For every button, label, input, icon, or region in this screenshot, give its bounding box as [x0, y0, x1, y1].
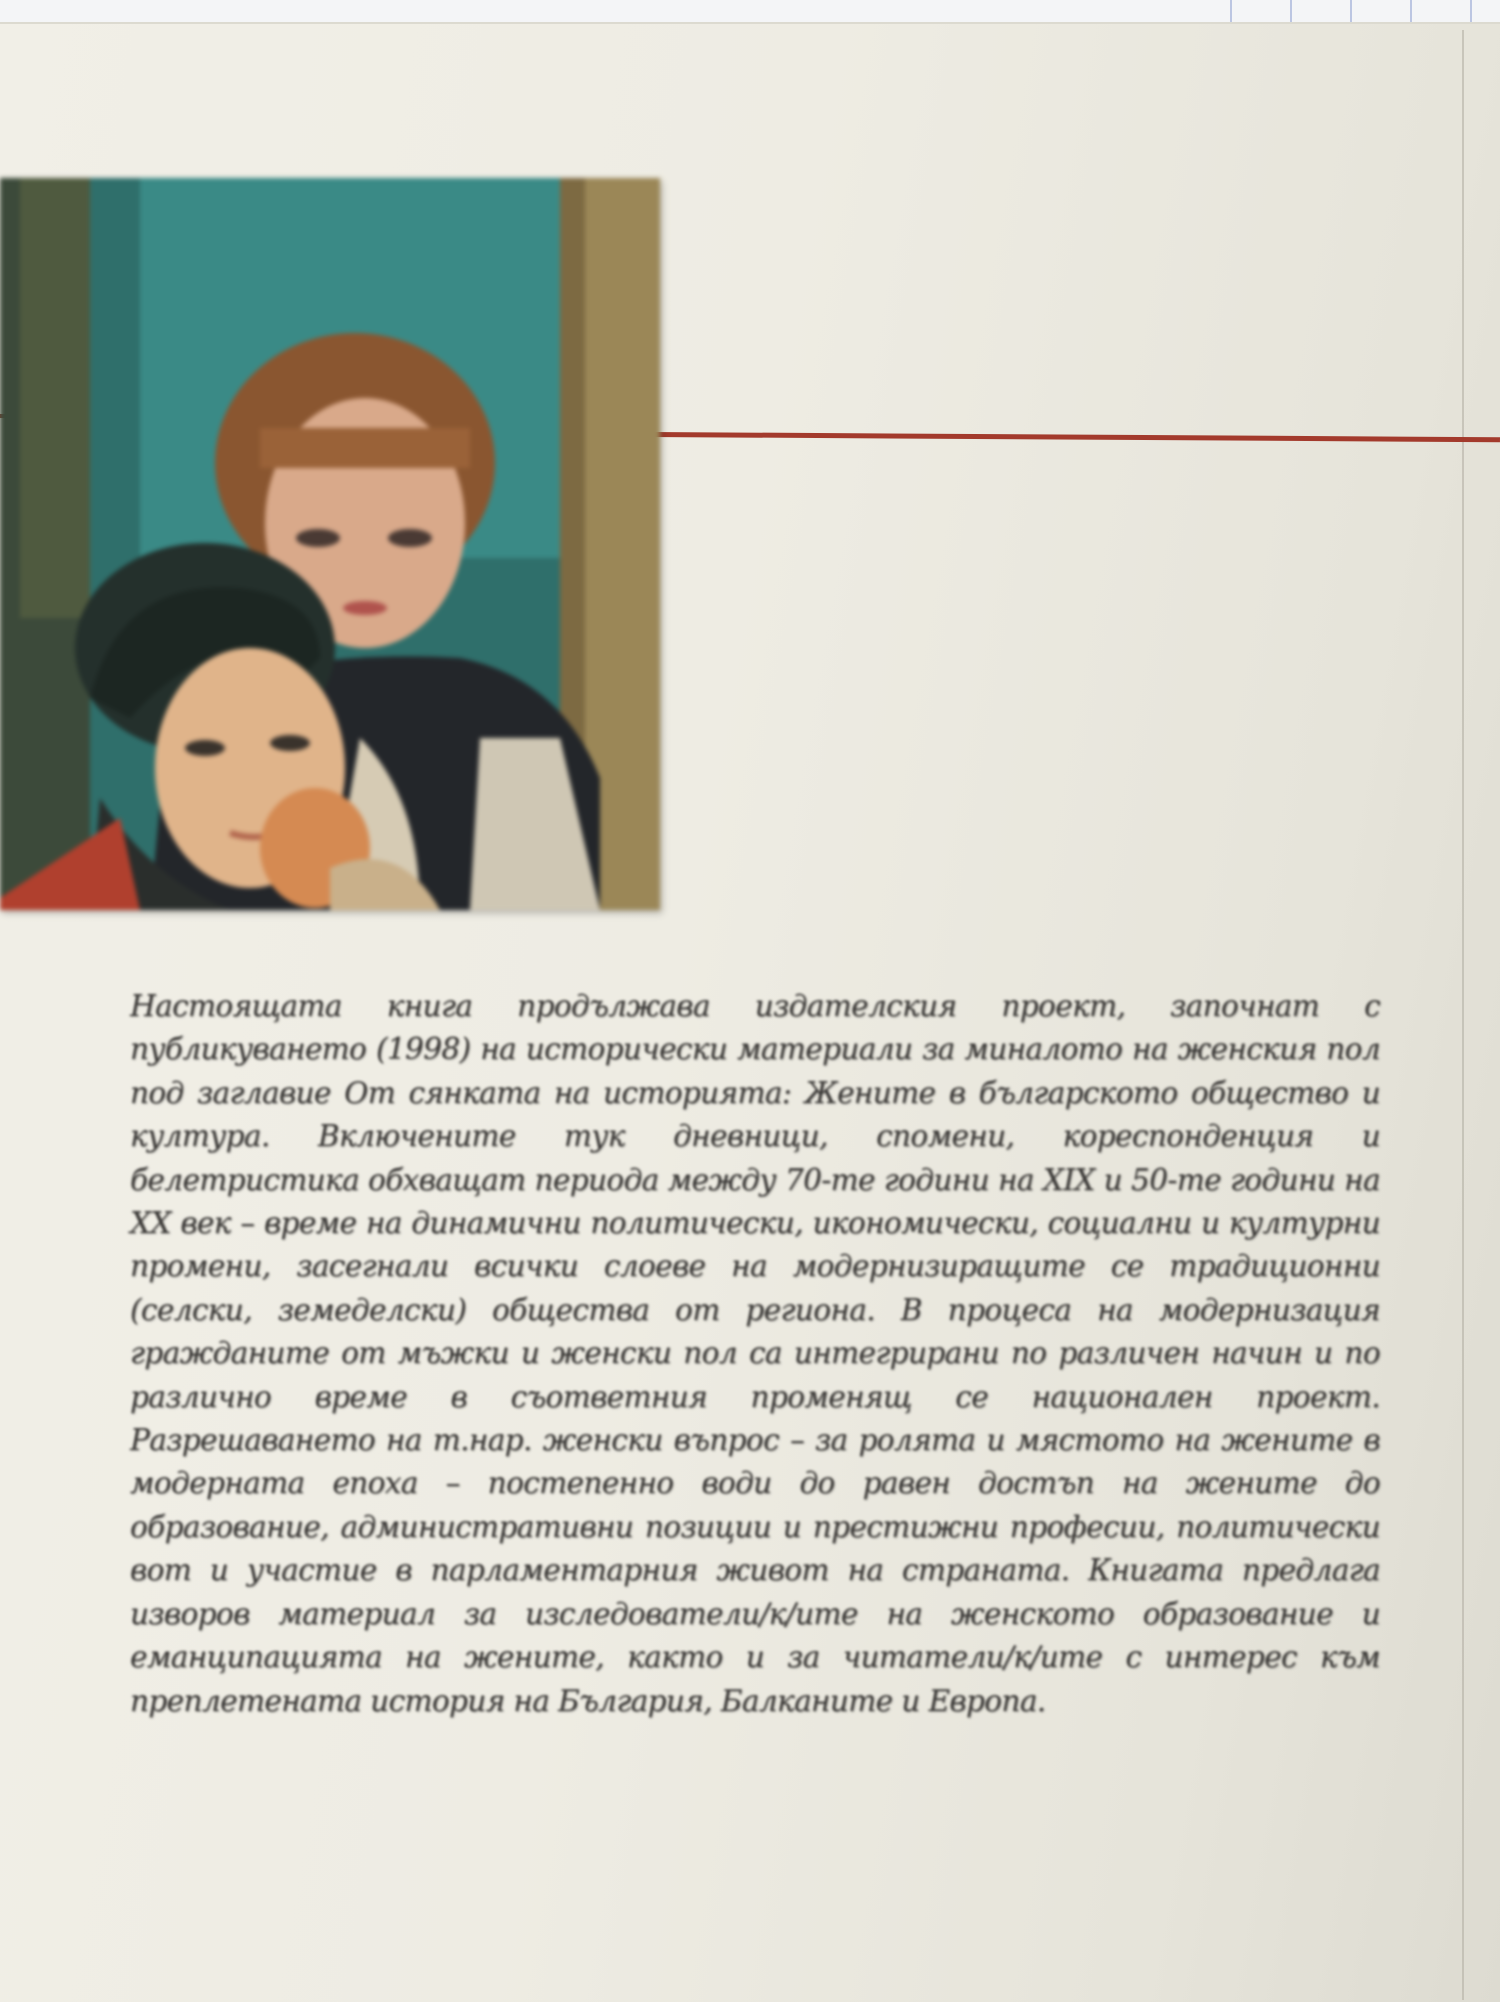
paragraph-rest: . Включените тук дневници, спомени, кореспонденция и белетристика обхващат периода между 70-те години на XIX и 50-те години на XX век – време на динамични политически, икономически, социални и културни промени, засегнали всички слоеве на модернизиращите се традиционни (селски, земеделски) общества от региона. В процеса на модернизация гражданите от мъжки и женски пол са интегрирани по различен начин и по различно време в съответния променящ се национален проект. Разрешаването на т.нар. женски въпрос – за ролята и мястото на жените в модерната епоха – постепенно води до равен достъп на жените до образование, административни позиции и престижни професии, политически вот и участие в парламентарния живот на страната. Книгата предлага изворов материал за изследователи/к/ите на женското образование и еманципацията на жените, както и за читатели/к/ите с интерес към преплетената история на България, Балканите и Европа. [130, 1119, 1380, 1718]
paragraph-intro: Настоящата книга продължава издателския проект, започнат с публикуването (1998) на исторически материали за миналото на женския пол под заглавие [130, 989, 1380, 1110]
body-paragraph [130, 985, 1380, 1723]
cited-book-title: От сянката на историята: Жените в българското общество и култура [130, 1075, 1380, 1154]
page-edge-line [1462, 30, 1464, 2000]
painting-illustration [0, 178, 660, 910]
